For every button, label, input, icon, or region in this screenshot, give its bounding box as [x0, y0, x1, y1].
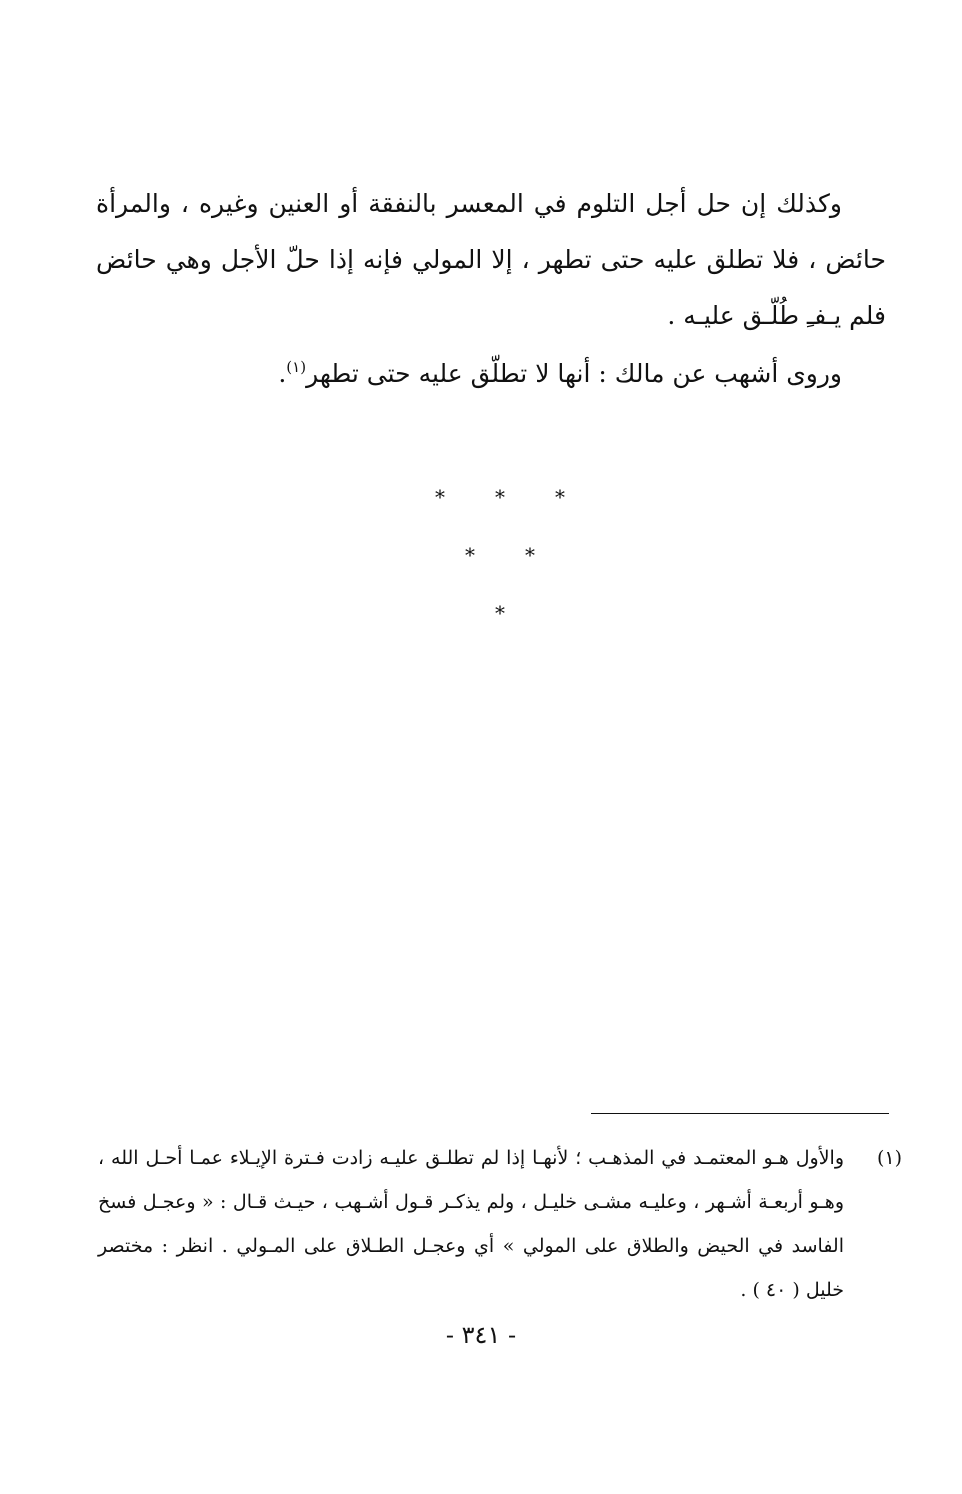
paragraph-1-text: وكذلك إن حل أجل التلوم في المعسر بالنفقة أو العنين وغيره ، والمرأة حائض ، فلا تطلق عليه حتى تطهر ، إلا المولي فإنه إذا حلّ الأجل وهي حائض فلم يـفـِ طُلّـق عليـه . — [96, 189, 886, 330]
footnote-reference[interactable]: (١) — [286, 358, 307, 376]
footnote-number: (١) — [876, 1147, 902, 1169]
paragraph-2-end: . — [278, 359, 287, 388]
asterisk-icon: * — [435, 485, 445, 509]
separator-row-2 — [380, 540, 620, 598]
asterisk-icon: * — [465, 543, 475, 567]
separator-row-1 — [380, 482, 620, 540]
paragraph-1 — [96, 176, 886, 344]
main-text — [96, 176, 886, 402]
section-separator — [380, 482, 620, 656]
page-number: - ٣٤١ - — [445, 1321, 517, 1349]
paragraph-2 — [96, 346, 886, 402]
asterisk-icon: * — [555, 485, 565, 509]
asterisk-icon: * — [495, 485, 505, 509]
footnote — [98, 1136, 902, 1312]
footnote-divider — [591, 1113, 889, 1114]
asterisk-icon: * — [495, 601, 505, 625]
footnote-text: والأول هـو المعتمـد في المذهـب ؛ لأنهـا إذا لم تطلـق عليـه زادت فـترة الإيـلاء عمـا أحـل الله ، وهـو أربعـة أشـهر ، وعليـه مشـى خليـل ، ولم يذكـر قـول أشـهب ، حيـث قـال : « وعجـل فسخ الفاسد في الحيض والطلاق على المولي » أي وعجـل الطـلاق على المـولي . انظر : مختصر خليل ( ٤٠ ) . — [98, 1147, 844, 1301]
paragraph-2-text: وروى أشهب عن مالك : أنها لا تطلّق عليه حتى تطهر — [306, 359, 842, 388]
separator-row-3 — [380, 598, 620, 656]
asterisk-icon: * — [525, 543, 535, 567]
